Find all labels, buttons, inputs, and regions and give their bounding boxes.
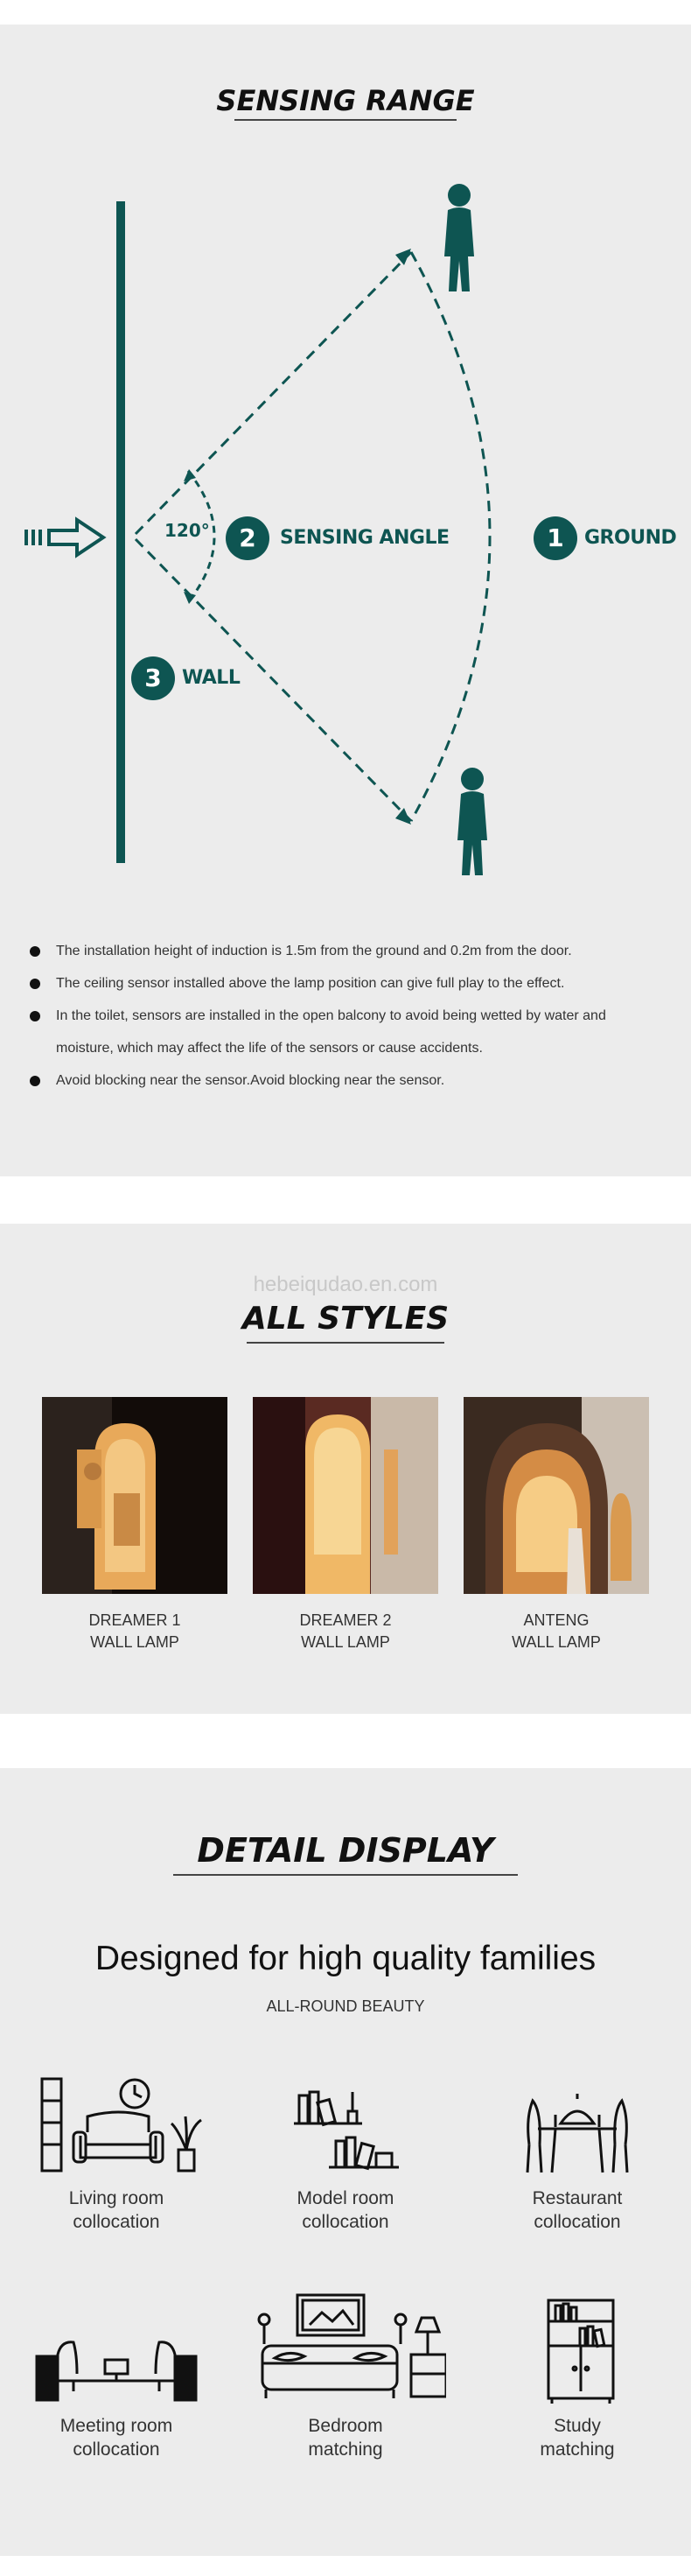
subheadline: ALL-ROUND BEAUTY: [266, 1997, 425, 2015]
badge-2: 2: [226, 516, 269, 560]
product-card[interactable]: [42, 1397, 227, 1653]
living-room-item: Living room collocation: [16, 2066, 217, 2234]
title-underline: [173, 1874, 518, 1876]
list-item: The installation height of induction is 1.5m from the ground and 0.2m from the door.: [26, 935, 665, 967]
meeting-room-icon: [16, 2293, 217, 2407]
note-list: [26, 935, 665, 1097]
direction-arrow-icon: [26, 520, 103, 555]
bedroom-icon: [245, 2293, 446, 2407]
sensing-diagram: [0, 25, 691, 900]
model-room-icon: [245, 2066, 446, 2179]
watermark: hebeiqudao.en.com: [253, 1273, 438, 1296]
sensing-range-section: [0, 25, 691, 1176]
wall-bar: [116, 201, 125, 863]
bullet-icon: [30, 1076, 40, 1086]
product-image[interactable]: [464, 1397, 649, 1594]
section-title: ALL STYLES: [241, 1301, 450, 1337]
bedroom-item: Bedroom matching: [245, 2293, 446, 2461]
product-image[interactable]: [253, 1397, 438, 1594]
bullet-icon: [30, 1011, 40, 1021]
section-title: DETAIL DISPLAY: [197, 1831, 494, 1870]
label-ground: GROUND: [584, 527, 677, 549]
product-card[interactable]: [464, 1397, 649, 1653]
product-caption: DREAMER 2 WALL LAMP: [299, 1611, 392, 1651]
title-underline: [247, 1342, 444, 1344]
list-item: Avoid blocking near the sensor.Avoid blocking near the sensor.: [26, 1064, 665, 1097]
upper-beam: [136, 252, 411, 534]
list-item: The ceiling sensor installed above the lamp position can give full play to the effect.: [26, 967, 665, 1000]
list-item: In the toilet, sensors are installed in the open balcony to avoid being wetted by water and moisture, which may affect the life of the sensors or cause accidents.: [26, 1000, 665, 1064]
product-caption: ANTENG WALL LAMP: [512, 1611, 601, 1651]
bullet-icon: [30, 979, 40, 989]
person-icon: [457, 768, 487, 875]
meeting-room-item: Meeting room collocation: [16, 2293, 217, 2461]
label-wall: WALL: [182, 667, 241, 689]
living-room-icon: [16, 2066, 217, 2179]
product-image[interactable]: [42, 1397, 227, 1594]
badge-1: 1: [534, 516, 577, 560]
lower-beam: [136, 539, 411, 821]
headline: Designed for high quality families: [94, 1940, 597, 1977]
restaurant-icon: [477, 2066, 678, 2179]
model-room-item: Model room collocation: [245, 2066, 446, 2234]
bullet-icon: [30, 946, 40, 957]
angle-value: 120°: [164, 520, 210, 541]
person-icon: [444, 184, 474, 291]
study-icon: [477, 2293, 678, 2407]
product-card[interactable]: [253, 1397, 438, 1653]
restaurant-item: Restaurant collocation: [477, 2066, 678, 2234]
product-caption: DREAMER 1 WALL LAMP: [88, 1611, 181, 1651]
label-sensing-angle: SENSING ANGLE: [280, 527, 450, 549]
badge-3: 3: [131, 656, 175, 700]
study-item: Study matching: [477, 2293, 678, 2461]
section-title: SENSING RANGE: [216, 84, 475, 117]
